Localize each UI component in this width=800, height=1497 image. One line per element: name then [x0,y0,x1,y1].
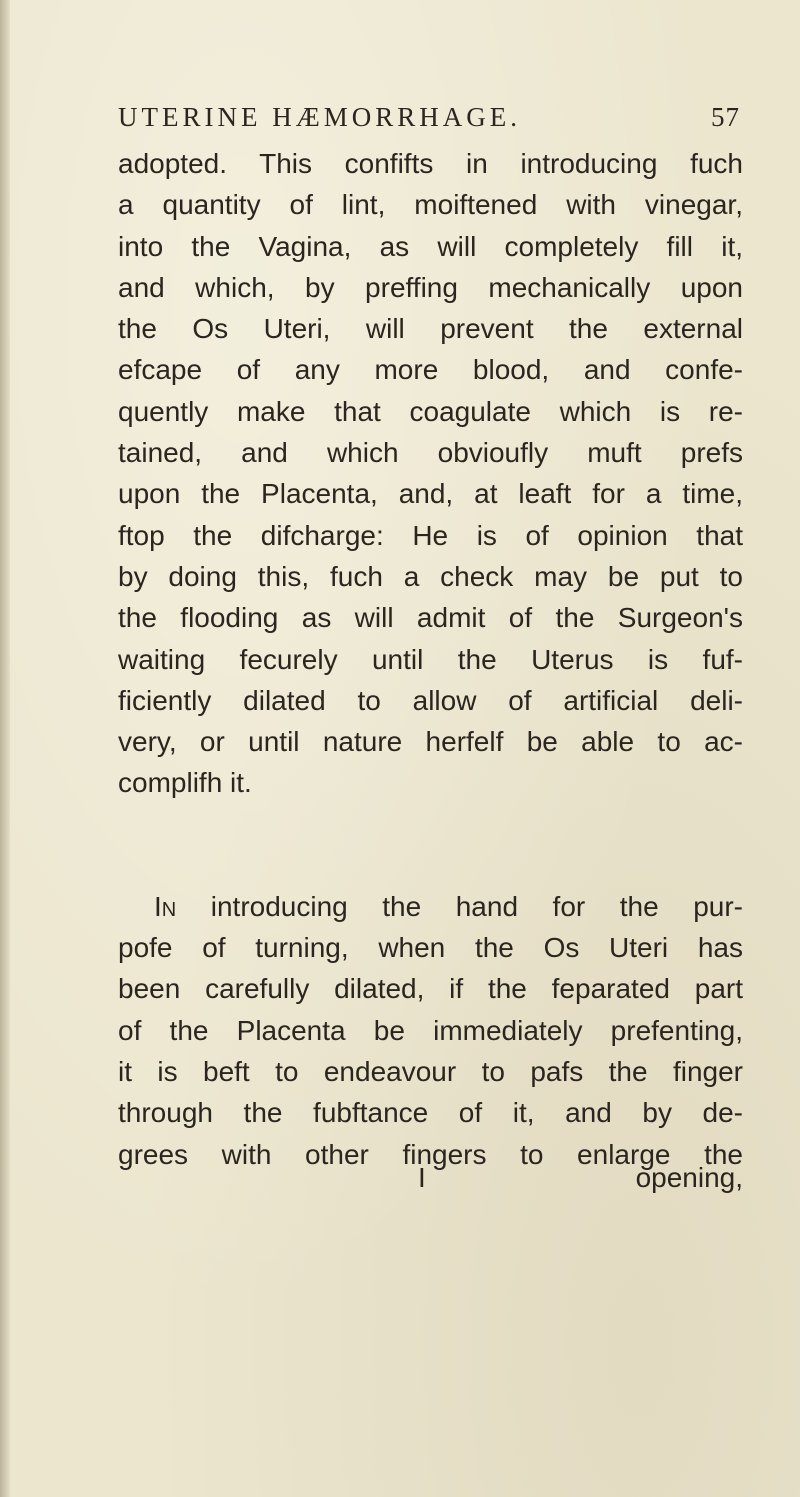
text-line: pofe of turning, when the Os Uteri has [118,932,743,964]
running-title: UTERINE HÆMORRHAGE. [118,102,521,132]
text-line: upon the Placenta, and, at leaft for a time, [118,478,743,510]
text-line: the flooding as will admit of the Surgeon's [118,602,743,634]
paragraph-opening-word: In [154,890,177,922]
catchword: opening, [635,1162,743,1193]
text-line [118,886,743,927]
text-line: complifh it. [118,767,252,799]
text-line: through the fubftance of it, and by de- [118,1097,743,1129]
paragraph-1 [118,143,743,804]
text-line: it is beft to endeavour to pafs the finger [118,1055,743,1087]
page-footer [118,1162,743,1204]
text-line: a quantity of lint, moiftened with vinegar, [118,189,743,221]
paragraph-gap [118,804,743,886]
text-line: of the Placenta be immediately prefenting, [118,1014,743,1046]
running-header [118,102,740,142]
paragraph-2 [118,886,743,1175]
body-text [118,143,743,1175]
text-line: ficiently dilated to allow of artificial deli- [118,684,743,716]
text-line: by doing this, fuch a check may be put to [118,560,743,592]
text-line: efcape of any more blood, and confe- [118,354,743,386]
text-line: ftop the difcharge: He is of opinion that [118,519,743,551]
first-line-rest: introducing the hand for the pur- [176,890,743,922]
signature-mark: I [418,1162,426,1193]
text-line: been carefully dilated, if the feparated part [118,973,743,1005]
text-line: and which, by preffing mechanically upon [118,271,743,303]
text-line: into the Vagina, as will completely fill it, [118,230,743,262]
page-edge-shadow [0,0,10,1497]
page-number: 57 [711,102,740,132]
text-line: tained, and which obvioufly muft prefs [118,437,743,469]
text-line: grees with other fingers to enlarge the [118,1138,743,1170]
text-line: waiting fecurely until the Uterus is fuf- [118,643,743,675]
text-line: adopted. This confifts in introducing fuch [118,148,743,179]
text-line: quently make that coagulate which is re- [118,395,743,427]
text-line: the Os Uteri, will prevent the external [118,313,743,345]
text-line: very, or until nature herfelf be able to ac- [118,726,743,758]
